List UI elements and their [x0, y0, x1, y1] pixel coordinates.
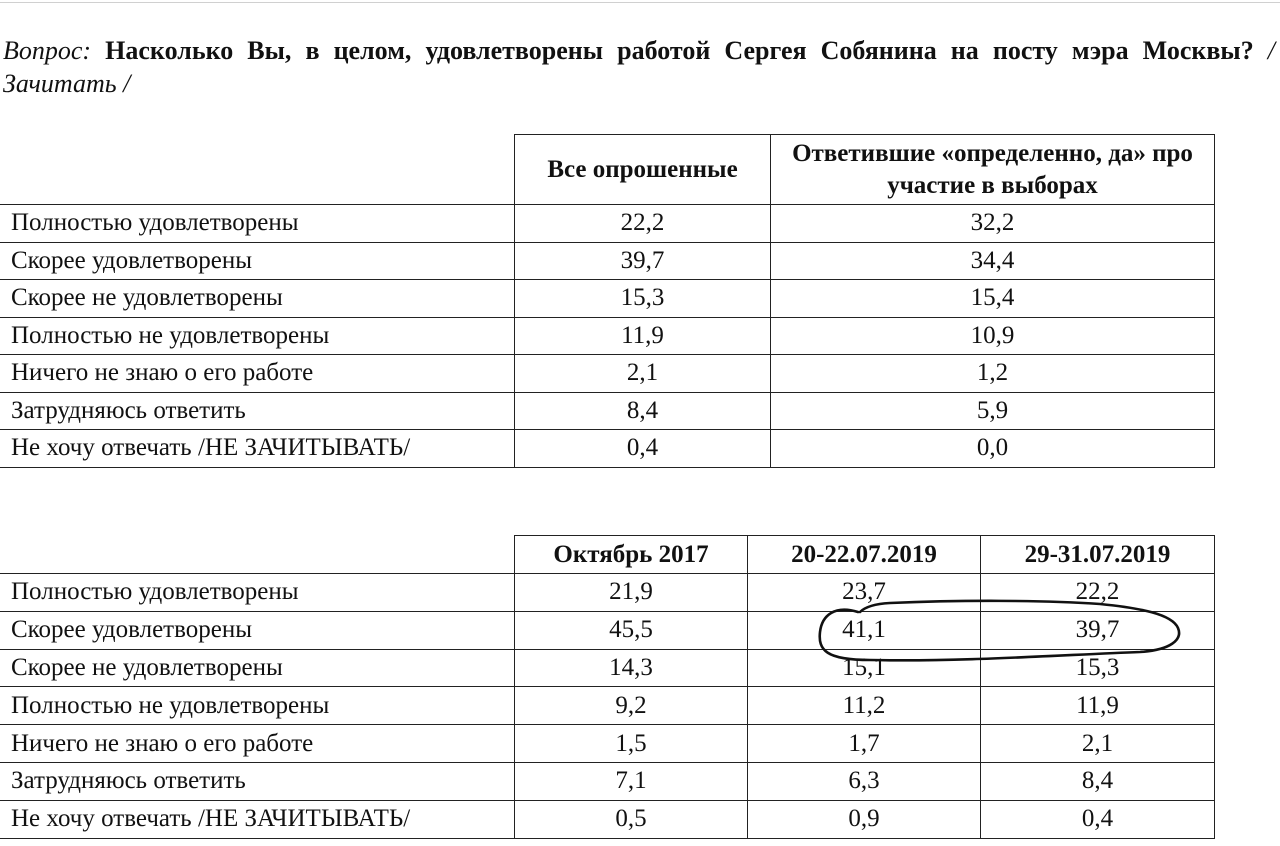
- value-cell: 15,1: [748, 649, 981, 687]
- table-row: [0, 242, 1215, 280]
- value-cell: 32,2: [771, 205, 1215, 243]
- column-header: Октябрь 2017: [515, 536, 748, 574]
- table-row: [0, 205, 1215, 243]
- value-cell: 0,4: [981, 800, 1215, 838]
- row-label: Не хочу отвечать /НЕ ЗАЧИТЫВАТЬ/: [0, 430, 515, 468]
- value-cell: 1,5: [515, 725, 748, 763]
- top-divider: [0, 2, 1280, 3]
- question-text: [3, 34, 1275, 100]
- value-cell: 0,4: [515, 430, 771, 468]
- value-cell: 39,7: [515, 242, 771, 280]
- question-body: Насколько Вы, в целом, удовлетворены работой Сергея Собянина на посту мэра Москвы?: [105, 36, 1254, 65]
- value-cell: 6,3: [748, 762, 981, 800]
- table-row: [0, 574, 1215, 612]
- table-row: [0, 762, 1215, 800]
- row-label: Скорее не удовлетворены: [0, 649, 515, 687]
- table-row: [0, 280, 1215, 318]
- column-header: 20-22.07.2019: [748, 536, 981, 574]
- value-cell: 41,1: [748, 611, 981, 649]
- table-row: [0, 687, 1215, 725]
- row-label: Затрудняюсь ответить: [0, 392, 515, 430]
- row-label: Не хочу отвечать /НЕ ЗАЧИТЫВАТЬ/: [0, 800, 515, 838]
- value-cell: 22,2: [515, 205, 771, 243]
- value-cell: 45,5: [515, 611, 748, 649]
- value-cell: 11,9: [515, 317, 771, 355]
- column-header: [771, 135, 1215, 205]
- value-cell: 2,1: [981, 725, 1215, 763]
- row-label: Скорее удовлетворены: [0, 611, 515, 649]
- column-header: 29-31.07.2019: [981, 536, 1215, 574]
- value-cell: 0,5: [515, 800, 748, 838]
- value-cell: 11,2: [748, 687, 981, 725]
- value-cell: 8,4: [515, 392, 771, 430]
- value-cell: 7,1: [515, 762, 748, 800]
- table-row: [0, 649, 1215, 687]
- value-cell: 23,7: [748, 574, 981, 612]
- value-cell: 11,9: [981, 687, 1215, 725]
- value-cell: 34,4: [771, 242, 1215, 280]
- value-cell: 39,7: [981, 611, 1215, 649]
- row-label: Ничего не знаю о его работе: [0, 725, 515, 763]
- table-header-row: [0, 536, 1215, 574]
- table-row: [0, 317, 1215, 355]
- value-cell: 15,4: [771, 280, 1215, 318]
- value-cell: 0,9: [748, 800, 981, 838]
- table-row: [0, 611, 1215, 649]
- row-label: Полностью не удовлетворены: [0, 687, 515, 725]
- value-cell: 15,3: [515, 280, 771, 318]
- value-cell: 1,7: [748, 725, 981, 763]
- value-cell: 21,9: [515, 574, 748, 612]
- row-label: Скорее удовлетворены: [0, 242, 515, 280]
- row-label: Полностью не удовлетворены: [0, 317, 515, 355]
- table-row: [0, 430, 1215, 468]
- table-row: [0, 725, 1215, 763]
- question-prefix: Вопрос:: [3, 36, 92, 65]
- row-label: Полностью удовлетворены: [0, 205, 515, 243]
- question-suffix: /Зачитать /: [3, 36, 1276, 98]
- value-cell: 2,1: [515, 355, 771, 393]
- value-cell: 10,9: [771, 317, 1215, 355]
- value-cell: 9,2: [515, 687, 748, 725]
- table-row: [0, 392, 1215, 430]
- column-header: Все опрошенные: [515, 135, 771, 205]
- value-cell: 1,2: [771, 355, 1215, 393]
- header-empty-cell: [0, 135, 515, 205]
- value-cell: 14,3: [515, 649, 748, 687]
- value-cell: 22,2: [981, 574, 1215, 612]
- results-table-by-wave: [0, 535, 1215, 839]
- value-cell: 0,0: [771, 430, 1215, 468]
- row-label: Скорее не удовлетворены: [0, 280, 515, 318]
- row-label: Полностью удовлетворены: [0, 574, 515, 612]
- results-table-by-group: [0, 134, 1215, 468]
- table-row: [0, 800, 1215, 838]
- header-empty-cell: [0, 536, 515, 574]
- value-cell: 15,3: [981, 649, 1215, 687]
- value-cell: 5,9: [771, 392, 1215, 430]
- value-cell: 8,4: [981, 762, 1215, 800]
- table-header-row: [0, 135, 1215, 205]
- row-label: Ничего не знаю о его работе: [0, 355, 515, 393]
- column-header-text: Ответившие «определенно, да» про участие в выборах: [792, 139, 1193, 199]
- row-label: Затрудняюсь ответить: [0, 762, 515, 800]
- table-row: [0, 355, 1215, 393]
